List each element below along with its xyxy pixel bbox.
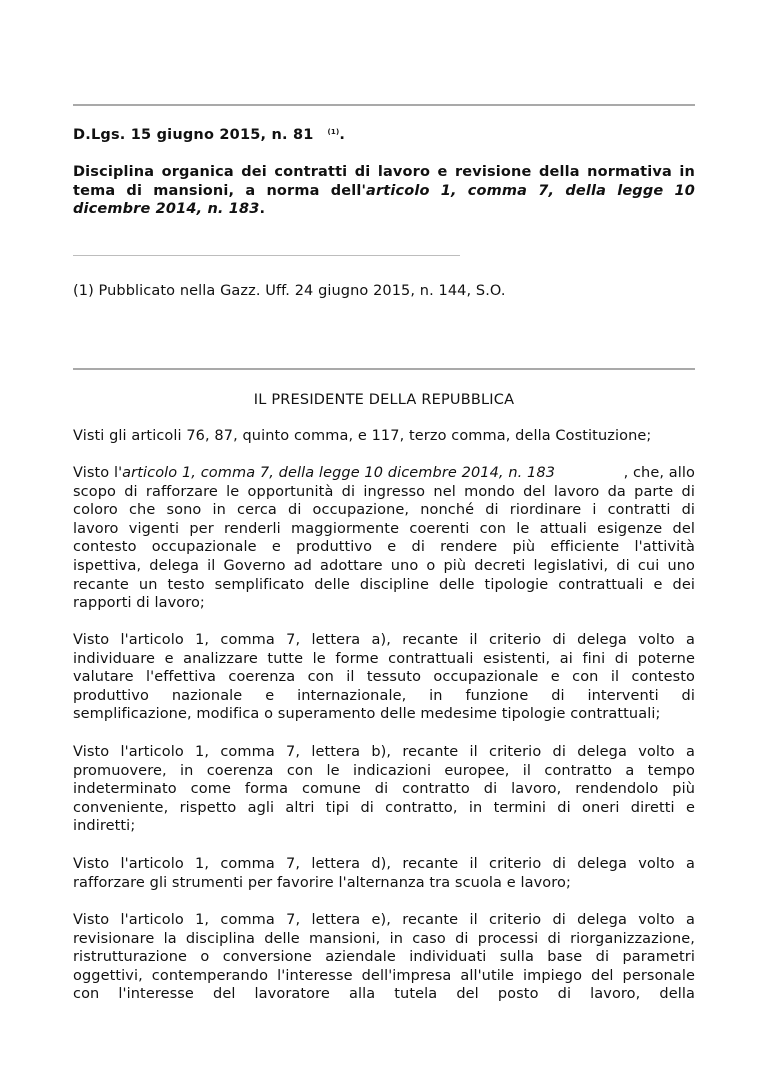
paragraph-line: ispettiva, delega il Governo ad adottare uno o più decreti legislativi, di cui uno [73, 557, 695, 574]
paragraph-line: Visti gli articoli 76, 87, quinto comma, e 117, terzo comma, della Costituzione; [73, 428, 652, 444]
paragraph-line [73, 464, 695, 483]
title-period: . [339, 127, 346, 143]
paragraph-6 [73, 911, 695, 1004]
paragraph-4 [73, 743, 695, 836]
paragraph-line: Visto l'articolo 1, comma 7, lettera b), recante il criterio di delega volto a [73, 744, 695, 760]
paragraph-line: indeterminato come forma comune di contratto di lavoro, rendendolo più [73, 781, 695, 798]
footnote: (1) Pubblicato nella Gazz. Uff. 24 giugno 2015, n. 144, S.O. [73, 283, 506, 299]
paragraph-3 [73, 631, 695, 724]
decree-title [73, 127, 345, 143]
paragraph-1 [73, 427, 695, 446]
paragraph-line: conveniente, rispetto agli altri tipi di contratto, in termini di oneri diretti e [73, 799, 695, 816]
text-segment: Visto l' [73, 465, 123, 481]
paragraph-line: individuare e analizzare tutte le forme contrattuali esistenti, ai fini di poterne [73, 650, 695, 667]
text-segment: , che, allo [623, 465, 695, 481]
president-heading: IL PRESIDENTE DELLA REPUBBLICA [253, 392, 515, 408]
paragraph-2 [73, 464, 695, 613]
decree-reference: D.Lgs. 15 giugno 2015, n. 81 [73, 127, 314, 143]
paragraph-line: produttivo nazionale e internazionale, in funzione di interventi di [73, 687, 695, 704]
paragraph-line: contesto occupazionale e produttivo e di rendere più efficiente l'attività [73, 539, 695, 556]
paragraph-line: Visto l'articolo 1, comma 7, lettera e), recante il criterio di delega volto a [73, 912, 695, 928]
paragraph-line: coloro che sono in cerca di occupazione, nonché di riordinare i contratti di [73, 502, 695, 519]
paragraph-line: recante un testo semplificato delle discipline delle tipologie contrattuali e dei [73, 576, 695, 593]
section-divider [73, 368, 695, 370]
paragraph-line: valutare l'effettiva coerenza con il tessuto occupazionale e con il contesto [73, 669, 695, 686]
footnote-divider [73, 255, 460, 256]
paragraph-line: scopo di rafforzare le opportunità di ingresso nel mondo del lavoro da parte di [73, 483, 695, 500]
subtitle-text: Disciplina organica dei contratti di lavoro e revisione della normativa in tema di mansioni, a norma dell' [73, 164, 695, 199]
paragraph-line: revisionare la disciplina delle mansioni, in caso di processi di riorganizzazione, [73, 930, 695, 947]
paragraph-line: con l'interesse del lavoratore alla tutela del posto di lavoro, della [73, 986, 695, 1003]
paragraph-line: promuovere, in coerenza con le indicazioni europee, il contratto a tempo [73, 762, 695, 779]
paragraph-line: lavoro vigenti per renderli maggiormente coerenti con le attuali esigenze del [73, 520, 695, 537]
paragraph-line-start [73, 464, 555, 483]
paragraph-line: semplificazione, modifica o superamento delle medesime tipologie contrattuali; [73, 706, 661, 723]
subtitle-end: . [259, 201, 266, 217]
decree-subtitle [73, 163, 695, 219]
paragraph-line: ristrutturazione o conversione aziendale individuati sulla base di parametri [73, 949, 695, 966]
paragraph-line: Visto l'articolo 1, comma 7, lettera d), recante il criterio di delega volto a [73, 856, 695, 872]
law-reference[interactable]: articolo 1, comma 7, della legge 10 dicembre 2014, n. 183 [122, 465, 556, 481]
paragraph-line: oggettivi, contemperando l'interesse dell'impresa all'utile impiego del personale [73, 967, 695, 984]
subtitle-law-reference[interactable]: articolo 1, comma 7, della legge 10 dicembre 2014, n. 183 [73, 182, 696, 217]
paragraph-line: rapporti di lavoro; [73, 595, 205, 612]
paragraph-line: indiretti; [73, 818, 136, 835]
paragraph-line: rafforzare gli strumenti per favorire l'alternanza tra scuola e lavoro; [73, 874, 571, 891]
paragraph-line: Visto l'articolo 1, comma 7, lettera a), recante il criterio di delega volto a [73, 632, 695, 648]
top-divider [73, 104, 695, 106]
paragraph-5 [73, 855, 695, 892]
footnote-ref[interactable]: (1) [327, 128, 340, 136]
